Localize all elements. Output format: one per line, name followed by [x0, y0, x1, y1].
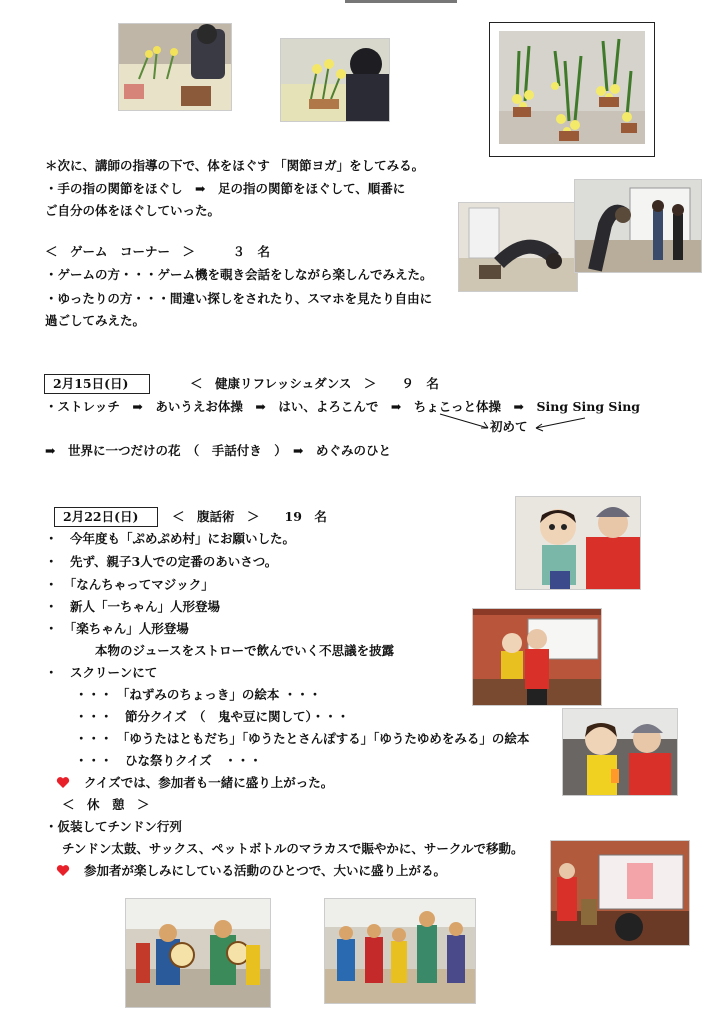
photo-daffodil-arrangements — [499, 31, 645, 144]
photo-chindon-parade-1 — [125, 898, 271, 1008]
game-line-3: 過ごしてみえた。 — [45, 313, 146, 328]
feb15-heading: ＜ 健康リフレッシュダンス ＞ ９ 名 — [190, 376, 439, 391]
feb22-sub-1: ・・・ 「ねずみのちょっき」の絵本 ・・・ — [75, 687, 322, 702]
heart-icon — [56, 776, 70, 789]
feb22-item-4: ・ 新人「一ちゃん」人形登場 — [45, 599, 221, 614]
game-line-1: ・ゲームの方・・・ゲーム機を覗き会話をしながら楽しんでみえた。 — [45, 267, 433, 282]
date-box-feb15: 2月15日(日) — [44, 374, 150, 394]
feb22-heading: ＜ 腹話術 ＞ 19 名 — [172, 509, 327, 524]
photo-screen-presentation — [550, 840, 690, 946]
yoga-line-2: ・手の指の関節をほぐし ➡ 足の指の関節をほぐして、順番に — [45, 181, 406, 196]
photo-yoga-floor — [458, 202, 578, 292]
feb22-item-1: ・ 今年度も「ぷめぷめ村」にお願いした。 — [45, 531, 296, 546]
photo-ventriloquist-puppet-2 — [562, 708, 678, 796]
feb22-juice: 本物のジュースをストローで飲んでいく不思議を披露 — [95, 643, 395, 658]
feb15-program-line-2: ➡ 世界に一つだけの花 （ 手話付き ） ➡ めぐみのひと — [45, 443, 391, 458]
feb22-sub-4: ・・・ ひな祭りクイズ ・・・ — [75, 753, 262, 768]
date-box-feb22: 2月22日(日) — [54, 507, 158, 527]
feb22-rest: ＜ 休 憩 ＞ — [62, 797, 150, 812]
heart-icon — [56, 864, 70, 877]
feb22-screen: ・ スクリーンにて — [45, 665, 158, 680]
feb22-quiz: クイズでは、参加者も一緒に盛り上がった。 — [84, 775, 334, 790]
feb22-item-5: ・ 「楽ちゃん」人形登場 — [45, 621, 189, 636]
photo-ventriloquist-stage — [472, 608, 602, 706]
game-line-2: ・ゆったりの方・・・間違い探しをされたり、スマホを見たり自由に — [45, 291, 433, 306]
feb22-item-2: ・ 先ず、親子3人での定番のあいさつ。 — [45, 554, 278, 569]
feb22-item-3: ・ 「なんちゃってマジック」 — [45, 577, 214, 592]
photo-flower-arranging-2 — [280, 38, 390, 122]
feb22-sub-2: ・・・ 節分クイズ （ 鬼や豆に関して）・・・ — [75, 709, 350, 724]
feb22-parade-desc: チンドン太鼓、サックス、ペットボトルのマラカスで賑やかに、サークルで移動。 — [62, 841, 524, 856]
feb15-program-line-1: ・ストレッチ ➡ あいうえお体操 ➡ はい、よろこんで ➡ ちょこっと体操 ➡ Sing Sing Sing — [45, 399, 641, 414]
photo-flower-arranging-1 — [118, 23, 232, 111]
game-heading: ＜ ゲーム コーナー ＞ ３ 名 — [45, 244, 271, 259]
feb22-sub-3: ・・・ 「ゆうたはともだち」「ゆうたとさんぽする」「ゆうたゆめをみる」の絵本 — [75, 731, 530, 746]
feb22-parade-fun: 参加者が楽しみにしている活動のひとつで、大いに盛り上がる。 — [84, 863, 447, 878]
photo-ventriloquist-puppet-1 — [515, 496, 641, 590]
top-rule — [345, 0, 457, 3]
yoga-line-1: ＊次に、講師の指導の下で、体をほぐす 「関節ヨガ」をしてみる。 — [45, 158, 425, 173]
photo-yoga-standing — [574, 179, 702, 273]
yoga-line-3: ご自分の体をほぐしていった。 — [45, 203, 221, 218]
first-time-note: 初めて — [490, 419, 528, 434]
photo-chindon-parade-2 — [324, 898, 476, 1004]
feb22-parade: ・仮装してチンドン行列 — [45, 819, 182, 834]
